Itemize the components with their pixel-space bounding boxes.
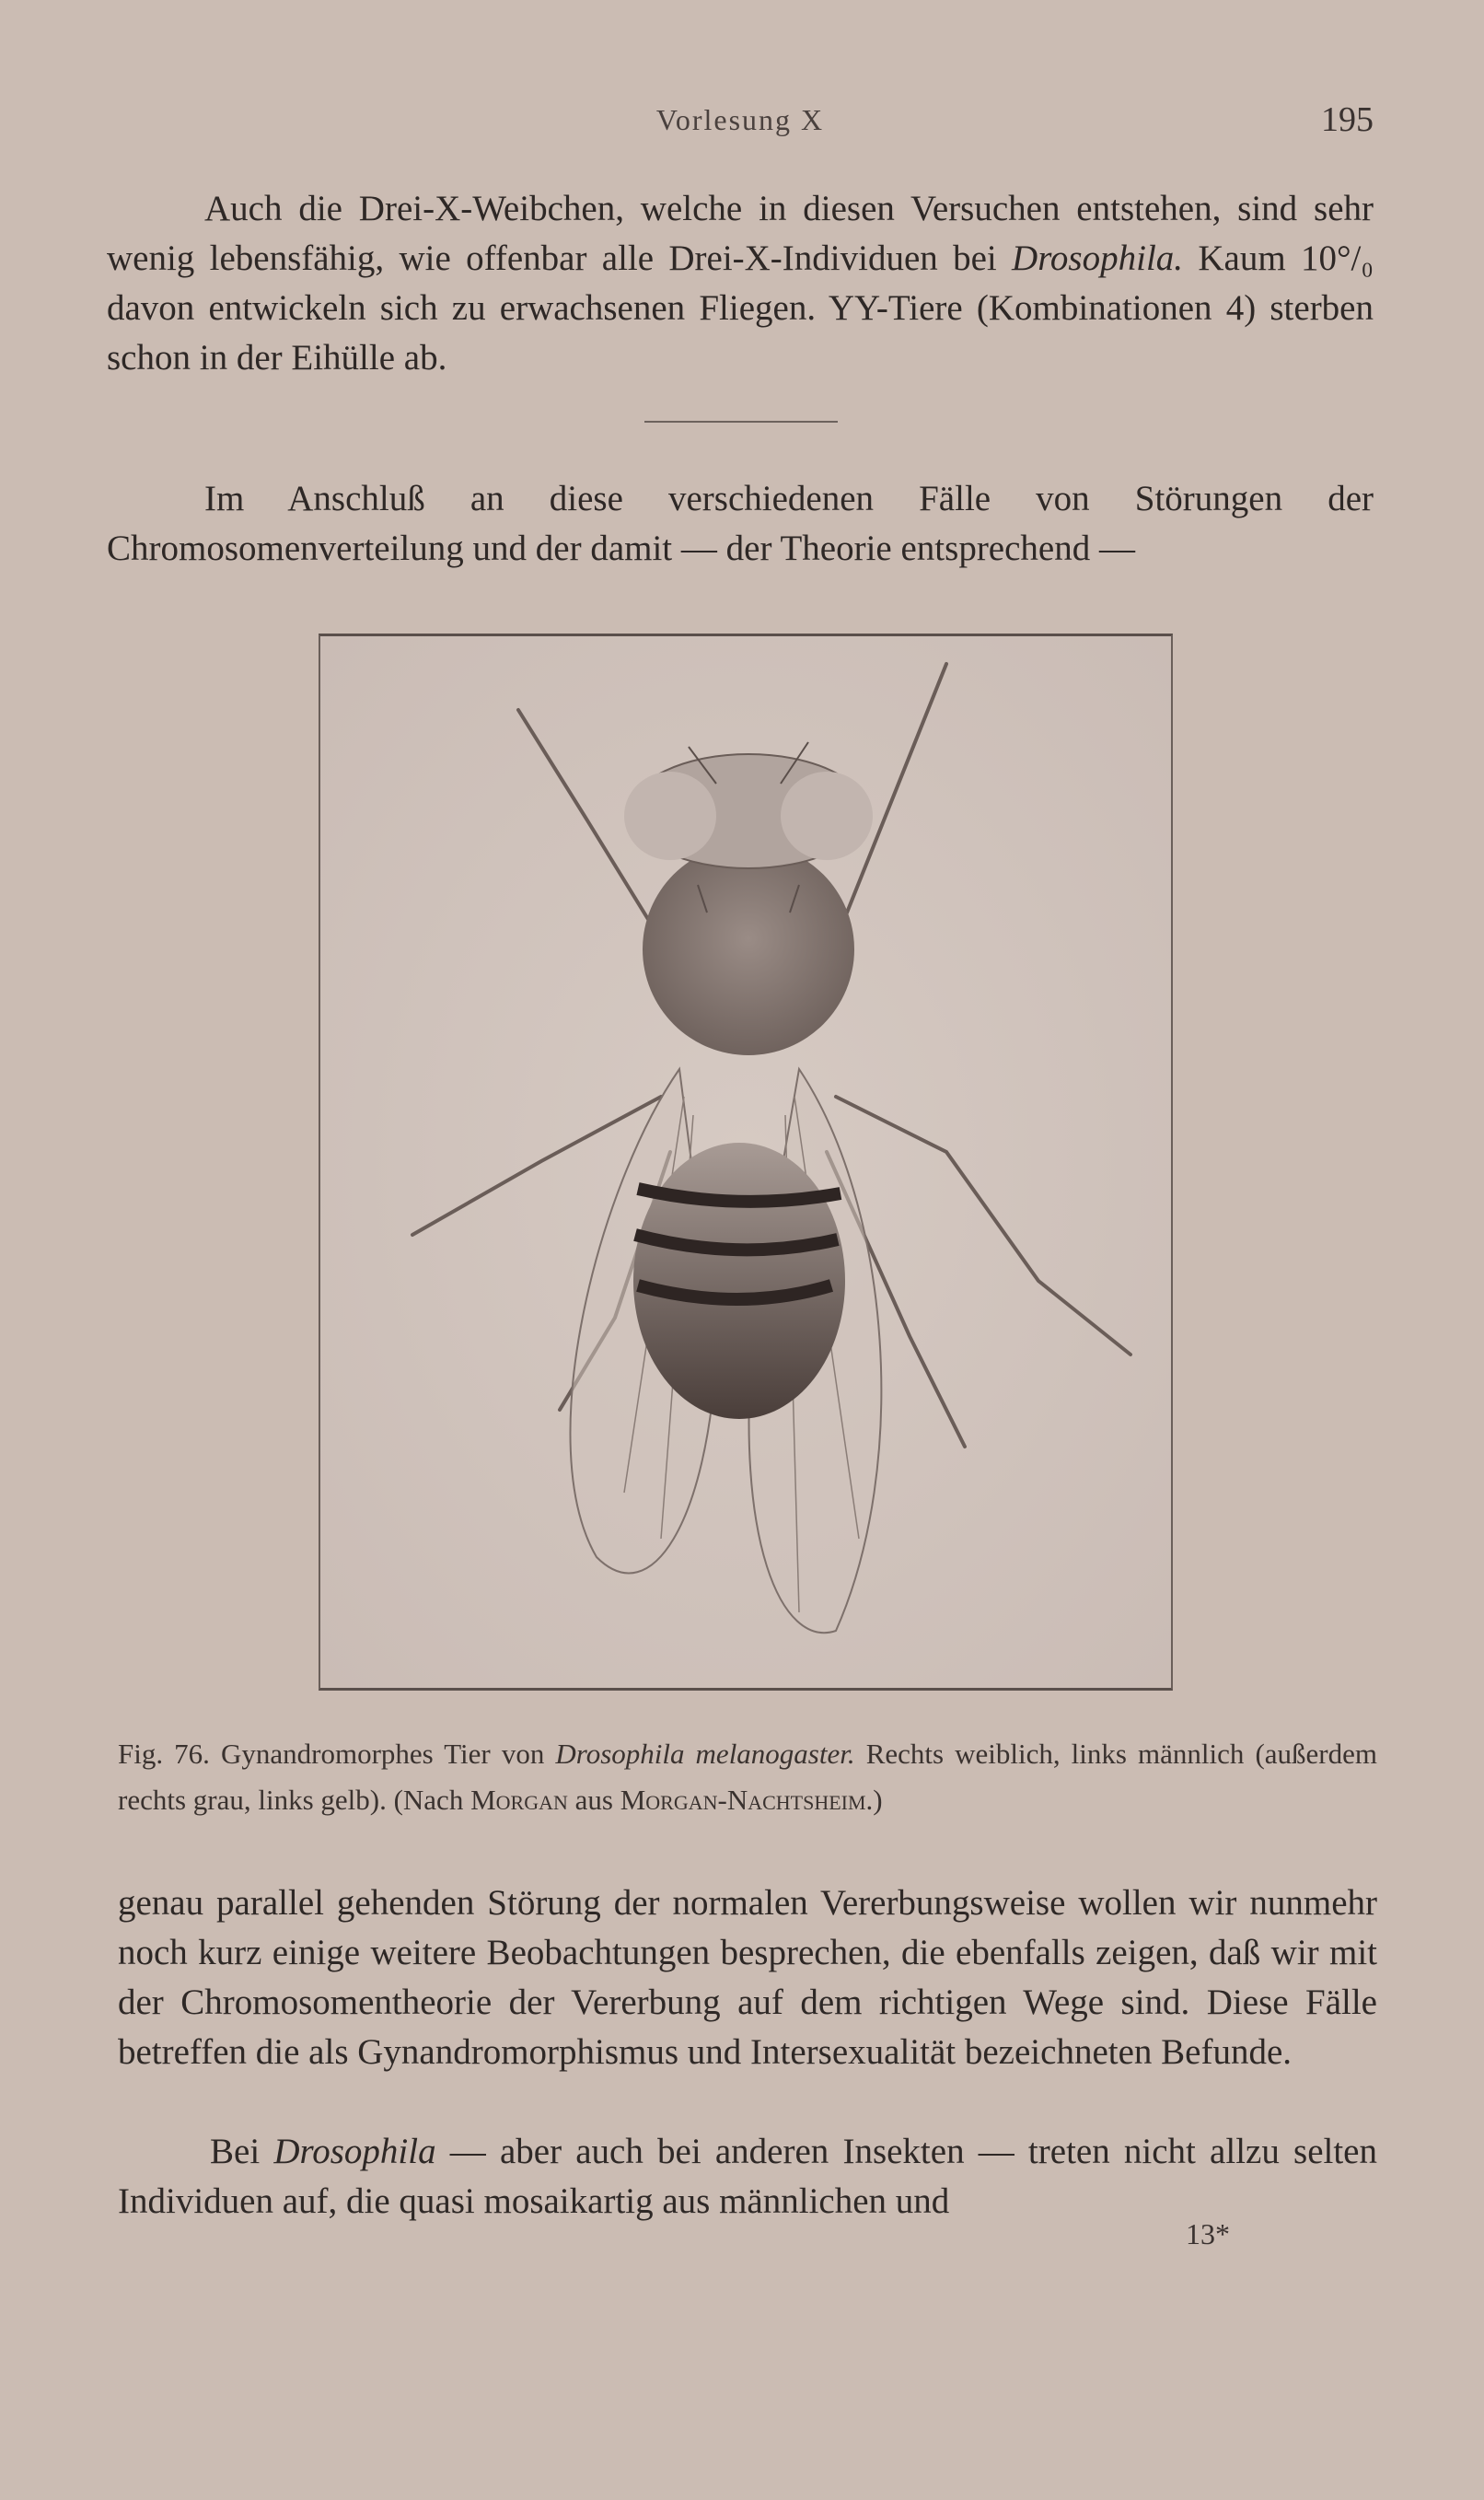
paragraph-drei-x [107, 184, 1374, 383]
page-number: 195 [1321, 100, 1374, 139]
caption-text-between: aus [567, 1784, 620, 1816]
caption-text-mid: Rechts weiblich, links männlich (außerdem rechts grau, links gelb). (Nach [118, 1738, 1377, 1816]
paragraph-drei-x-lead: Auch die Drei-X-Weibchen, welche in diesen Versuchen entstehen, sind sehr wenig lebensfähig, wie offenbar alle Drei-X-Individuen bei [107, 189, 1374, 278]
paragraph-drosophila [118, 2127, 1377, 2227]
caption-author-morgan: Morgan [470, 1784, 568, 1816]
caption-author-morgan-nachtsheim: Morgan-Nachtsheim [620, 1784, 866, 1816]
figure-label: Fig. 76. [118, 1738, 210, 1770]
fly-thorax [643, 843, 854, 1055]
figure-caption [118, 1731, 1377, 1823]
caption-text-pre: Gynandromorphes Tier von [209, 1738, 556, 1770]
running-title: Vorlesung X [655, 103, 825, 136]
running-head [107, 100, 1374, 145]
paragraph-drosophila-tail: — aber auch bei anderen Insekten — treten nicht allzu selten Individuen auf, die quasi mosaikartig aus männlichen und [118, 2132, 1377, 2221]
fly-eye-left [624, 772, 716, 860]
paragraph-gynandromorphismus [118, 1878, 1377, 2077]
figure-76 [319, 634, 1173, 1691]
caption-species: Drosophila melanogaster. [555, 1738, 855, 1770]
fly-eye-right [781, 772, 873, 860]
fly-abdomen [633, 1143, 845, 1419]
fly-illustration [320, 636, 1171, 1688]
paragraph-anschluss [107, 474, 1374, 574]
paragraph-drosophila-lead: Bei [210, 2132, 274, 2171]
signature-mark: 13* [1186, 2217, 1230, 2250]
paragraph-anschluss-text: Im Anschluß an diese verschiedenen Fälle von Störungen der Chromosomenverteilung und der damit — der Theorie entsprechend — [107, 479, 1374, 568]
section-separator [644, 421, 838, 423]
paragraph-gynandromorphismus-text: genau parallel gehenden Störung der normalen Vererbungsweise wollen wir nunmehr noch kurz einige weitere Beobachtungen besprechen, die ebenfalls zeigen, daß wir mit der Chromosomentheorie der Vererbung auf dem richtigen Wege sind. Diese Fälle betreffen die als Gynandromorphismus und Intersexualität bezeichneten Befunde. [118, 1883, 1377, 2072]
caption-text-end: .) [865, 1784, 883, 1816]
genus-drosophila: Drosophila. [1012, 238, 1184, 278]
paragraph-drei-x-tail: Kaum 10°/₀ davon entwickeln sich zu erwachsenen Fliegen. YY-Tiere (Kombinationen 4) sterben schon in der Eihülle ab. [107, 238, 1374, 378]
genus-drosophila-2: Drosophila [273, 2132, 436, 2171]
